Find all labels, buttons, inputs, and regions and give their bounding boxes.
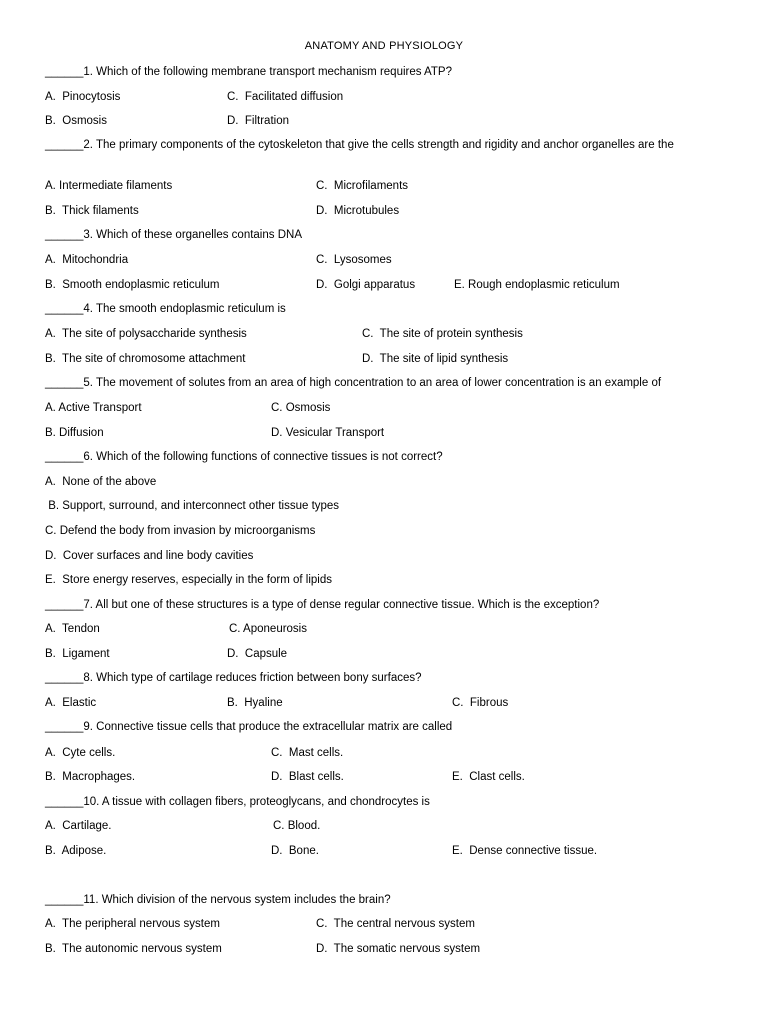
question-5-options-row — [0, 400, 768, 416]
answer-option: B. Hyaline — [227, 697, 283, 709]
question-1-options-row — [0, 113, 768, 129]
question-3-options-row — [0, 252, 768, 268]
answer-option: C. Mast cells. — [271, 747, 344, 759]
question-6-options-row — [0, 572, 768, 588]
answer-option: C. Defend the body from invasion by microorganisms — [45, 525, 316, 537]
answer-option: D. Microtubules — [316, 205, 400, 217]
question-4-text: ______4. The smooth endoplasmic reticulum is — [45, 303, 286, 315]
answer-option: C. Fibrous — [452, 697, 509, 709]
answer-option: B. The autonomic nervous system — [45, 943, 222, 955]
question-8-options-row — [0, 695, 768, 711]
answer-option: A. The peripheral nervous system — [45, 918, 220, 930]
question-9-options-row — [0, 745, 768, 761]
question-6-options-row — [0, 498, 768, 514]
answer-option: D. Capsule — [227, 648, 288, 660]
answer-option: C. The central nervous system — [316, 918, 475, 930]
answer-option: D. Bone. — [271, 845, 319, 857]
question-2-options-row — [0, 178, 768, 194]
answer-option: A. Active Transport — [45, 402, 142, 414]
question-3-options-row — [0, 277, 768, 293]
question-3-text: ______3. Which of these organelles contains DNA — [45, 229, 302, 241]
question-1-text: ______1. Which of the following membrane transport mechanism requires ATP? — [45, 66, 452, 78]
answer-option: A. None of the above — [45, 476, 157, 488]
answer-option: D. Golgi apparatus — [316, 279, 416, 291]
question-10-text: ______10. A tissue with collagen fibers, proteoglycans, and chondrocytes is — [45, 796, 430, 808]
question-11-options-row — [0, 941, 768, 957]
question-4-options-row — [0, 326, 768, 342]
answer-option: C. Blood. — [273, 820, 321, 832]
question-6-options-row — [0, 523, 768, 539]
answer-option: E. Dense connective tissue. — [452, 845, 598, 857]
question-6-text: ______6. Which of the following functions of connective tissues is not correct? — [45, 451, 443, 463]
question-4-options-row — [0, 351, 768, 367]
answer-option: C. Lysosomes — [316, 254, 392, 266]
answer-option: A. Intermediate filaments — [45, 180, 173, 192]
answer-option: A. The site of polysaccharide synthesis — [45, 328, 247, 340]
answer-option: C. Microfilaments — [316, 180, 409, 192]
answer-option: D. The somatic nervous system — [316, 943, 481, 955]
answer-option: B. Diffusion — [45, 427, 104, 439]
answer-option: B. Smooth endoplasmic reticulum — [45, 279, 220, 291]
answer-option: B. Thick filaments — [45, 205, 139, 217]
question-6-options-row — [0, 548, 768, 564]
question-5-options-row — [0, 425, 768, 441]
answer-option: A. Elastic — [45, 697, 97, 709]
question-7-options-row — [0, 646, 768, 662]
answer-option: A. Mitochondria — [45, 254, 129, 266]
answer-option: B. Support, surround, and interconnect other tissue types — [45, 500, 340, 512]
page-title: ANATOMY AND PHYSIOLOGY — [304, 40, 464, 52]
answer-option: E. Clast cells. — [452, 771, 525, 783]
question-7-text: ______7. All but one of these structures is a type of dense regular connective tissue. Which is the exception? — [45, 599, 600, 611]
answer-option: C. The site of protein synthesis — [362, 328, 523, 340]
answer-option: B. Adipose. — [45, 845, 107, 857]
answer-option: D. Filtration — [227, 115, 289, 127]
answer-option: B. Ligament — [45, 648, 110, 660]
answer-option: D. Blast cells. — [271, 771, 344, 783]
answer-option: B. The site of chromosome attachment — [45, 353, 246, 365]
question-11-options-row — [0, 916, 768, 932]
answer-option: C. Osmosis — [271, 402, 331, 414]
question-10-options-row — [0, 843, 768, 859]
answer-option: E. Rough endoplasmic reticulum — [454, 279, 620, 291]
answer-option: C. Facilitated diffusion — [227, 91, 344, 103]
answer-option: D. Vesicular Transport — [271, 427, 385, 439]
question-2-options-row — [0, 203, 768, 219]
answer-option: B. Osmosis — [45, 115, 107, 127]
answer-option: C. Aponeurosis — [229, 623, 307, 635]
question-7-options-row — [0, 621, 768, 637]
question-6-options-row — [0, 474, 768, 490]
answer-option: A. Cartilage. — [45, 820, 112, 832]
answer-option: A. Pinocytosis — [45, 91, 121, 103]
answer-option: A. Cyte cells. — [45, 747, 116, 759]
answer-option: A. Tendon — [45, 623, 100, 635]
question-1-options-row — [0, 89, 768, 105]
question-5-text: ______5. The movement of solutes from an area of high concentration to an area of lower concentration is an example of — [45, 377, 662, 389]
question-2-text: ______2. The primary components of the cytoskeleton that give the cells strength and rigidity and anchor organelles are the — [45, 139, 674, 151]
answer-option: D. The site of lipid synthesis — [362, 353, 509, 365]
answer-option: E. Store energy reserves, especially in the form of lipids — [45, 574, 332, 586]
answer-option: B. Macrophages. — [45, 771, 136, 783]
question-9-text: ______9. Connective tissue cells that produce the extracellular matrix are called — [45, 721, 453, 733]
question-9-options-row — [0, 769, 768, 785]
question-10-options-row — [0, 818, 768, 834]
question-11-text: ______11. Which division of the nervous system includes the brain? — [45, 894, 391, 906]
question-8-text: ______8. Which type of cartilage reduces friction between bony surfaces? — [45, 672, 422, 684]
answer-option: D. Cover surfaces and line body cavities — [45, 550, 254, 562]
